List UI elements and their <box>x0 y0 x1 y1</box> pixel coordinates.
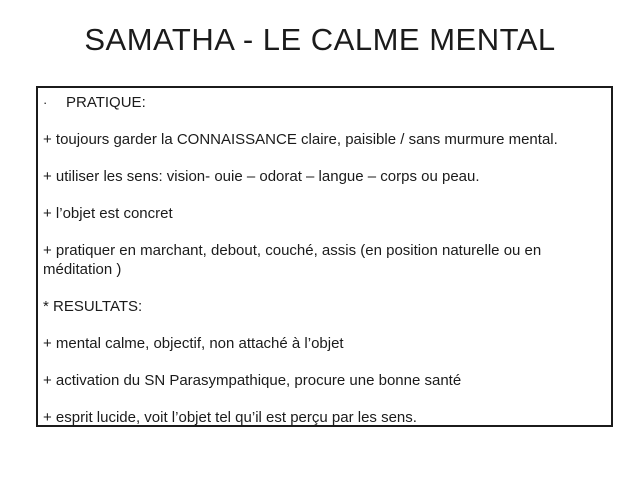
body-paragraph <box>43 334 603 353</box>
content-box <box>36 86 613 427</box>
paragraph-text: + toujours garder la CONNAISSANCE claire, paisible / sans murmure mental. <box>43 131 558 148</box>
body-paragraph <box>43 371 603 390</box>
body-paragraph <box>43 241 603 279</box>
paragraph-text: * RESULTATS: <box>43 298 143 315</box>
body-paragraph <box>43 130 603 149</box>
paragraph-text: + activation du SN Parasympathique, procure une bonne santé <box>43 372 462 389</box>
paragraph-text: + utiliser les sens: vision- ouie – odorat – langue – corps ou peau. <box>43 168 480 185</box>
bullet-marker: · <box>43 95 48 110</box>
body-paragraph <box>43 167 603 186</box>
paragraph-text: + l’objet est concret <box>43 205 173 222</box>
paragraph-text: + mental calme, objectif, non attaché à l’objet <box>43 335 344 352</box>
paragraph-text: PRATIQUE: <box>66 94 146 111</box>
body-paragraph <box>43 93 603 112</box>
body-paragraph <box>43 204 603 223</box>
paragraph-text: + esprit lucide, voit l’objet tel qu’il est perçu par les sens. <box>43 409 417 426</box>
body-paragraph <box>43 297 603 316</box>
slide-title: SAMATHA - LE CALME MENTAL <box>84 22 556 57</box>
body-paragraph <box>43 408 603 427</box>
paragraph-text: + pratiquer en marchant, debout, couché, assis (en position naturelle ou en méditation ) <box>43 242 542 278</box>
